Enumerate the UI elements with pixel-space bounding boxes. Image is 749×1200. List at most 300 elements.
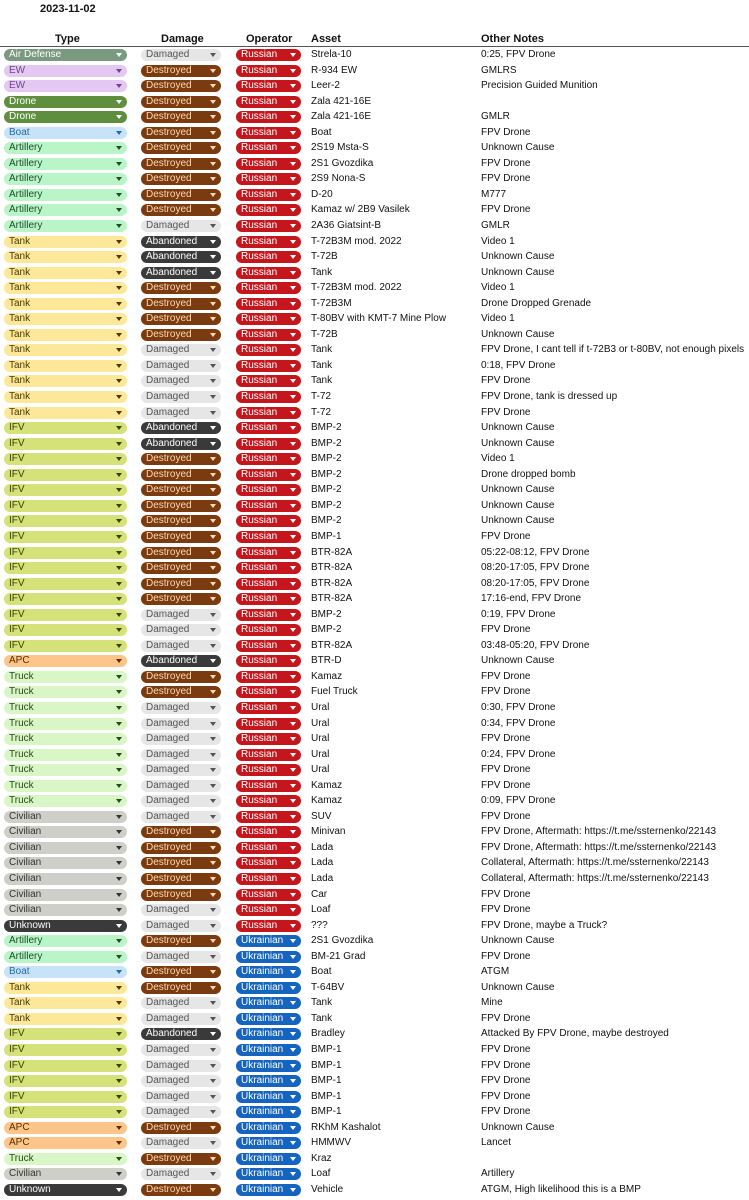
damage-dropdown[interactable] [141,1153,221,1165]
asset-cell[interactable]: BMP-2 [311,608,342,620]
asset-cell[interactable]: R-934 EW [311,64,358,76]
type-dropdown[interactable] [4,1106,127,1118]
operator-dropdown[interactable] [236,702,301,714]
operator-dropdown[interactable] [236,951,301,963]
damage-dropdown[interactable] [141,453,221,465]
asset-cell[interactable]: BTR-82A [311,562,353,574]
type-dropdown[interactable] [4,686,127,698]
type-dropdown[interactable] [4,422,127,434]
damage-dropdown[interactable] [141,484,221,496]
operator-dropdown[interactable] [236,298,301,310]
notes-cell[interactable]: FPV Drone [481,764,531,776]
type-dropdown[interactable] [4,204,127,216]
damage-dropdown[interactable] [141,982,221,994]
operator-dropdown[interactable] [236,1122,301,1134]
type-dropdown[interactable] [4,1013,127,1025]
asset-cell[interactable]: Zala 421-16E [311,111,372,123]
asset-cell[interactable]: BMP-2 [311,515,342,527]
damage-dropdown[interactable] [141,593,221,605]
notes-cell[interactable]: FPV Drone [481,204,531,216]
damage-dropdown[interactable] [141,951,221,963]
asset-cell[interactable]: Boat [311,966,332,978]
type-dropdown[interactable] [4,1060,127,1072]
notes-cell[interactable]: FPV Drone [481,1090,531,1102]
notes-column-header[interactable]: Other Notes [481,33,544,45]
asset-cell[interactable]: Kamaz [311,795,343,807]
notes-cell[interactable]: 0:34, FPV Drone [481,717,556,729]
type-dropdown[interactable] [4,749,127,761]
damage-dropdown[interactable] [141,500,221,512]
operator-column-header[interactable]: Operator [246,33,293,45]
type-dropdown[interactable] [4,391,127,403]
operator-dropdown[interactable] [236,422,301,434]
operator-dropdown[interactable] [236,1028,301,1040]
notes-cell[interactable]: Artillery [481,1168,515,1180]
type-dropdown[interactable] [4,515,127,527]
asset-cell[interactable]: Fuel Truck [311,686,358,698]
damage-dropdown[interactable] [141,251,221,263]
asset-cell[interactable]: Lada [311,857,334,869]
damage-dropdown[interactable] [141,655,221,667]
notes-cell[interactable]: FPV Drone, I cant tell if t-72B3 or t-80BV, not enough pixels [481,344,745,356]
operator-dropdown[interactable] [236,1137,301,1149]
operator-dropdown[interactable] [236,1091,301,1103]
type-dropdown[interactable] [4,500,127,512]
asset-cell[interactable]: Kamaz [311,670,343,682]
damage-dropdown[interactable] [141,49,221,61]
type-dropdown[interactable] [4,111,127,123]
damage-dropdown[interactable] [141,1137,221,1149]
damage-dropdown[interactable] [141,857,221,869]
type-dropdown[interactable] [4,1168,127,1180]
damage-dropdown[interactable] [141,329,221,341]
asset-cell[interactable]: T-64BV [311,981,345,993]
asset-cell[interactable]: BMP-2 [311,437,342,449]
damage-dropdown[interactable] [141,438,221,450]
notes-cell[interactable]: FPV Drone [481,670,531,682]
type-dropdown[interactable] [4,780,127,792]
asset-cell[interactable]: BTR-82A [311,577,353,589]
operator-dropdown[interactable] [236,857,301,869]
asset-column-header[interactable]: Asset [311,33,341,45]
type-dropdown[interactable] [4,873,127,885]
notes-cell[interactable]: 0:19, FPV Drone [481,608,556,620]
notes-cell[interactable]: FPV Drone [481,733,531,745]
operator-dropdown[interactable] [236,733,301,745]
type-dropdown[interactable] [4,127,127,139]
asset-cell[interactable]: T-72B [311,328,338,340]
type-dropdown[interactable] [4,360,127,372]
asset-cell[interactable]: T-72 [311,406,332,418]
type-dropdown[interactable] [4,220,127,232]
operator-dropdown[interactable] [236,282,301,294]
operator-dropdown[interactable] [236,158,301,170]
type-dropdown[interactable] [4,795,127,807]
operator-dropdown[interactable] [236,811,301,823]
damage-dropdown[interactable] [141,671,221,683]
operator-dropdown[interactable] [236,407,301,419]
type-dropdown[interactable] [4,484,127,496]
type-dropdown[interactable] [4,997,127,1009]
damage-dropdown[interactable] [141,267,221,279]
notes-cell[interactable]: FPV Drone [481,1075,531,1087]
asset-cell[interactable]: Vehicle [311,1183,344,1195]
damage-dropdown[interactable] [141,158,221,170]
type-dropdown[interactable] [4,375,127,387]
notes-cell[interactable]: GMLR [481,111,510,123]
operator-dropdown[interactable] [236,65,301,77]
operator-dropdown[interactable] [236,920,301,932]
damage-dropdown[interactable] [141,111,221,123]
notes-cell[interactable]: 0:09, FPV Drone [481,795,556,807]
operator-dropdown[interactable] [236,453,301,465]
asset-cell[interactable]: Kamaz [311,779,343,791]
type-dropdown[interactable] [4,251,127,263]
asset-cell[interactable]: BTR-82A [311,593,353,605]
damage-dropdown[interactable] [141,1106,221,1118]
damage-dropdown[interactable] [141,873,221,885]
operator-dropdown[interactable] [236,531,301,543]
operator-dropdown[interactable] [236,80,301,92]
asset-cell[interactable]: BMP-1 [311,1044,342,1055]
damage-dropdown[interactable] [141,811,221,823]
notes-cell[interactable]: Unknown Cause [481,437,555,449]
notes-cell[interactable]: FPV Drone, Aftermath: https://t.me/ssternenko/22143 [481,826,717,838]
asset-cell[interactable]: Tank [311,1012,333,1024]
notes-cell[interactable]: FPV Drone [481,779,531,791]
damage-dropdown[interactable] [141,127,221,139]
asset-cell[interactable]: Leer-2 [311,80,340,92]
operator-dropdown[interactable] [236,49,301,61]
damage-dropdown[interactable] [141,562,221,574]
asset-cell[interactable]: Loaf [311,904,331,916]
type-dropdown[interactable] [4,49,127,61]
damage-dropdown[interactable] [141,204,221,216]
operator-dropdown[interactable] [236,686,301,698]
type-dropdown[interactable] [4,1028,127,1040]
damage-dropdown[interactable] [141,764,221,776]
type-dropdown[interactable] [4,609,127,621]
type-dropdown[interactable] [4,1044,127,1056]
damage-column-header[interactable]: Damage [161,33,204,45]
type-dropdown[interactable] [4,407,127,419]
asset-cell[interactable]: Car [311,888,328,900]
asset-cell[interactable]: BMP-1 [311,1106,342,1118]
damage-dropdown[interactable] [141,997,221,1009]
operator-dropdown[interactable] [236,500,301,512]
damage-dropdown[interactable] [141,469,221,481]
operator-dropdown[interactable] [236,469,301,481]
type-dropdown[interactable] [4,982,127,994]
asset-cell[interactable]: Minivan [311,826,346,838]
notes-cell[interactable]: M777 [481,188,507,200]
damage-dropdown[interactable] [141,189,221,201]
operator-dropdown[interactable] [236,127,301,139]
asset-cell[interactable]: Ural [311,717,330,729]
operator-dropdown[interactable] [236,142,301,154]
asset-cell[interactable]: BMP-2 [311,422,342,434]
damage-dropdown[interactable] [141,547,221,559]
notes-cell[interactable]: FPV Drone, maybe a Truck? [481,919,608,931]
operator-dropdown[interactable] [236,1075,301,1087]
notes-cell[interactable]: Unknown Cause [481,251,555,263]
operator-dropdown[interactable] [236,795,301,807]
operator-dropdown[interactable] [236,329,301,341]
operator-dropdown[interactable] [236,873,301,885]
asset-cell[interactable]: Tank [311,997,333,1009]
asset-cell[interactable]: RKhM Kashalot [311,1121,381,1133]
damage-dropdown[interactable] [141,826,221,838]
type-dropdown[interactable] [4,1075,127,1087]
damage-dropdown[interactable] [141,360,221,372]
type-dropdown[interactable] [4,282,127,294]
type-dropdown[interactable] [4,1184,127,1196]
operator-dropdown[interactable] [236,997,301,1009]
notes-cell[interactable]: Unknown Cause [481,484,555,496]
operator-dropdown[interactable] [236,1044,301,1056]
damage-dropdown[interactable] [141,624,221,636]
notes-cell[interactable]: Unknown Cause [481,935,555,947]
notes-cell[interactable]: FPV Drone [481,530,531,542]
type-dropdown[interactable] [4,1153,127,1165]
notes-cell[interactable]: Video 1 [481,282,515,294]
damage-dropdown[interactable] [141,236,221,248]
asset-cell[interactable]: Bradley [311,1028,345,1040]
type-dropdown[interactable] [4,298,127,310]
operator-dropdown[interactable] [236,236,301,248]
notes-cell[interactable]: Collateral, Aftermath: https://t.me/ssternenko/22143 [481,857,709,869]
type-column-header[interactable]: Type [55,33,80,45]
type-dropdown[interactable] [4,173,127,185]
type-dropdown[interactable] [4,189,127,201]
asset-cell[interactable]: Boat [311,126,332,138]
type-dropdown[interactable] [4,904,127,916]
damage-dropdown[interactable] [141,795,221,807]
asset-cell[interactable]: SUV [311,810,332,822]
notes-cell[interactable]: 08:20-17:05, FPV Drone [481,577,590,589]
asset-cell[interactable]: 2S9 Nona-S [311,173,366,185]
notes-cell[interactable]: Unknown Cause [481,499,555,511]
type-dropdown[interactable] [4,889,127,901]
notes-cell[interactable]: FPV Drone [481,173,531,185]
operator-dropdown[interactable] [236,1184,301,1196]
damage-dropdown[interactable] [141,1184,221,1196]
damage-dropdown[interactable] [141,173,221,185]
damage-dropdown[interactable] [141,686,221,698]
asset-cell[interactable]: T-72 [311,391,332,403]
notes-cell[interactable]: 05:22-08:12, FPV Drone [481,546,590,558]
damage-dropdown[interactable] [141,889,221,901]
damage-dropdown[interactable] [141,80,221,92]
asset-cell[interactable]: Ural [311,764,330,776]
notes-cell[interactable]: Unknown Cause [481,981,555,993]
type-dropdown[interactable] [4,578,127,590]
type-dropdown[interactable] [4,96,127,108]
operator-dropdown[interactable] [236,842,301,854]
notes-cell[interactable]: Unknown Cause [481,266,555,278]
type-dropdown[interactable] [4,842,127,854]
type-dropdown[interactable] [4,857,127,869]
type-dropdown[interactable] [4,702,127,714]
asset-cell[interactable]: BMP-1 [311,1090,342,1102]
operator-dropdown[interactable] [236,111,301,123]
damage-dropdown[interactable] [141,935,221,947]
damage-dropdown[interactable] [141,718,221,730]
operator-dropdown[interactable] [236,718,301,730]
operator-dropdown[interactable] [236,1013,301,1025]
damage-dropdown[interactable] [141,142,221,154]
operator-dropdown[interactable] [236,267,301,279]
type-dropdown[interactable] [4,344,127,356]
damage-dropdown[interactable] [141,282,221,294]
type-dropdown[interactable] [4,142,127,154]
notes-cell[interactable]: FPV Drone, Aftermath: https://t.me/ssternenko/22143 [481,841,717,853]
damage-dropdown[interactable] [141,733,221,745]
damage-dropdown[interactable] [141,920,221,932]
notes-cell[interactable]: 0:18, FPV Drone [481,359,556,371]
type-dropdown[interactable] [4,951,127,963]
damage-dropdown[interactable] [141,966,221,978]
operator-dropdown[interactable] [236,609,301,621]
asset-cell[interactable]: Tank [311,359,333,371]
operator-dropdown[interactable] [236,173,301,185]
operator-dropdown[interactable] [236,391,301,403]
operator-dropdown[interactable] [236,204,301,216]
type-dropdown[interactable] [4,640,127,652]
notes-cell[interactable]: Unknown Cause [481,1121,555,1133]
operator-dropdown[interactable] [236,360,301,372]
operator-dropdown[interactable] [236,671,301,683]
operator-dropdown[interactable] [236,484,301,496]
damage-dropdown[interactable] [141,407,221,419]
notes-cell[interactable]: FPV Drone [481,1106,531,1118]
operator-dropdown[interactable] [236,935,301,947]
asset-cell[interactable]: Lada [311,872,334,884]
asset-cell[interactable]: T-72B3M [311,297,352,309]
notes-cell[interactable]: FPV Drone [481,157,531,169]
asset-cell[interactable]: Zala 421-16E [311,95,372,107]
asset-cell[interactable]: Kamaz w/ 2B9 Vasilek [311,204,410,216]
damage-dropdown[interactable] [141,640,221,652]
type-dropdown[interactable] [4,267,127,279]
damage-dropdown[interactable] [141,531,221,543]
asset-cell[interactable]: BMP-1 [311,1075,342,1087]
asset-cell[interactable]: BTR-82A [311,546,353,558]
type-dropdown[interactable] [4,547,127,559]
operator-dropdown[interactable] [236,1106,301,1118]
type-dropdown[interactable] [4,562,127,574]
operator-dropdown[interactable] [236,515,301,527]
type-dropdown[interactable] [4,826,127,838]
damage-dropdown[interactable] [141,1013,221,1025]
notes-cell[interactable]: FPV Drone [481,126,531,138]
notes-cell[interactable]: Unknown Cause [481,142,555,154]
asset-cell[interactable]: T-72B3M mod. 2022 [311,235,402,247]
type-dropdown[interactable] [4,718,127,730]
notes-cell[interactable]: Unknown Cause [481,515,555,527]
notes-cell[interactable]: 08:20-17:05, FPV Drone [481,562,590,574]
operator-dropdown[interactable] [236,96,301,108]
damage-dropdown[interactable] [141,313,221,325]
operator-dropdown[interactable] [236,251,301,263]
type-dropdown[interactable] [4,811,127,823]
type-dropdown[interactable] [4,313,127,325]
type-dropdown[interactable] [4,469,127,481]
asset-cell[interactable]: BTR-82A [311,639,353,651]
asset-cell[interactable]: Ural [311,701,330,713]
damage-dropdown[interactable] [141,1044,221,1056]
notes-cell[interactable]: GMLRS [481,64,517,76]
notes-cell[interactable]: Mine [481,997,503,1009]
operator-dropdown[interactable] [236,375,301,387]
operator-dropdown[interactable] [236,624,301,636]
operator-dropdown[interactable] [236,1168,301,1180]
notes-cell[interactable]: FPV Drone, tank is dressed up [481,391,618,403]
notes-cell[interactable]: 03:48-05:20, FPV Drone [481,639,590,651]
type-dropdown[interactable] [4,531,127,543]
asset-cell[interactable]: BM-21 Grad [311,950,366,962]
notes-cell[interactable]: FPV Drone [481,1044,531,1055]
damage-dropdown[interactable] [141,391,221,403]
notes-cell[interactable]: Collateral, Aftermath: https://t.me/ssternenko/22143 [481,872,709,884]
damage-dropdown[interactable] [141,96,221,108]
notes-cell[interactable]: FPV Drone [481,686,531,698]
type-dropdown[interactable] [4,1122,127,1134]
damage-dropdown[interactable] [141,422,221,434]
asset-cell[interactable]: Kraz [311,1152,332,1164]
damage-dropdown[interactable] [141,515,221,527]
operator-dropdown[interactable] [236,764,301,776]
notes-cell[interactable]: Unknown Cause [481,655,555,667]
damage-dropdown[interactable] [141,1122,221,1134]
notes-cell[interactable]: FPV Drone [481,406,531,418]
operator-dropdown[interactable] [236,220,301,232]
notes-cell[interactable]: Unknown Cause [481,328,555,340]
damage-dropdown[interactable] [141,298,221,310]
asset-cell[interactable]: Tank [311,266,333,278]
notes-cell[interactable]: Attacked By FPV Drone, maybe destroyed [481,1028,669,1040]
type-dropdown[interactable] [4,733,127,745]
operator-dropdown[interactable] [236,189,301,201]
asset-cell[interactable]: BMP-2 [311,499,342,511]
notes-cell[interactable]: Drone dropped bomb [481,468,576,480]
damage-dropdown[interactable] [141,375,221,387]
asset-cell[interactable]: BMP-2 [311,453,342,465]
notes-cell[interactable]: FPV Drone [481,1012,531,1024]
notes-cell[interactable]: FPV Drone [481,810,531,822]
asset-cell[interactable]: Lada [311,841,334,853]
type-dropdown[interactable] [4,438,127,450]
type-dropdown[interactable] [4,593,127,605]
asset-cell[interactable]: 2S1 Gvozdika [311,157,374,169]
operator-dropdown[interactable] [236,889,301,901]
type-dropdown[interactable] [4,80,127,92]
operator-dropdown[interactable] [236,826,301,838]
notes-cell[interactable]: FPV Drone [481,375,531,387]
type-dropdown[interactable] [4,158,127,170]
type-dropdown[interactable] [4,236,127,248]
notes-cell[interactable]: FPV Drone [481,1059,531,1071]
asset-cell[interactable]: BMP-1 [311,1059,342,1071]
asset-cell[interactable]: Ural [311,748,330,760]
asset-cell[interactable]: 2S1 Gvozdika [311,935,374,947]
notes-cell[interactable]: ATGM, High likelihood this is a BMP [481,1183,641,1195]
asset-cell[interactable]: BMP-2 [311,468,342,480]
operator-dropdown[interactable] [236,313,301,325]
notes-cell[interactable]: Video 1 [481,235,515,247]
notes-cell[interactable]: GMLR [481,220,510,232]
type-dropdown[interactable] [4,1137,127,1149]
